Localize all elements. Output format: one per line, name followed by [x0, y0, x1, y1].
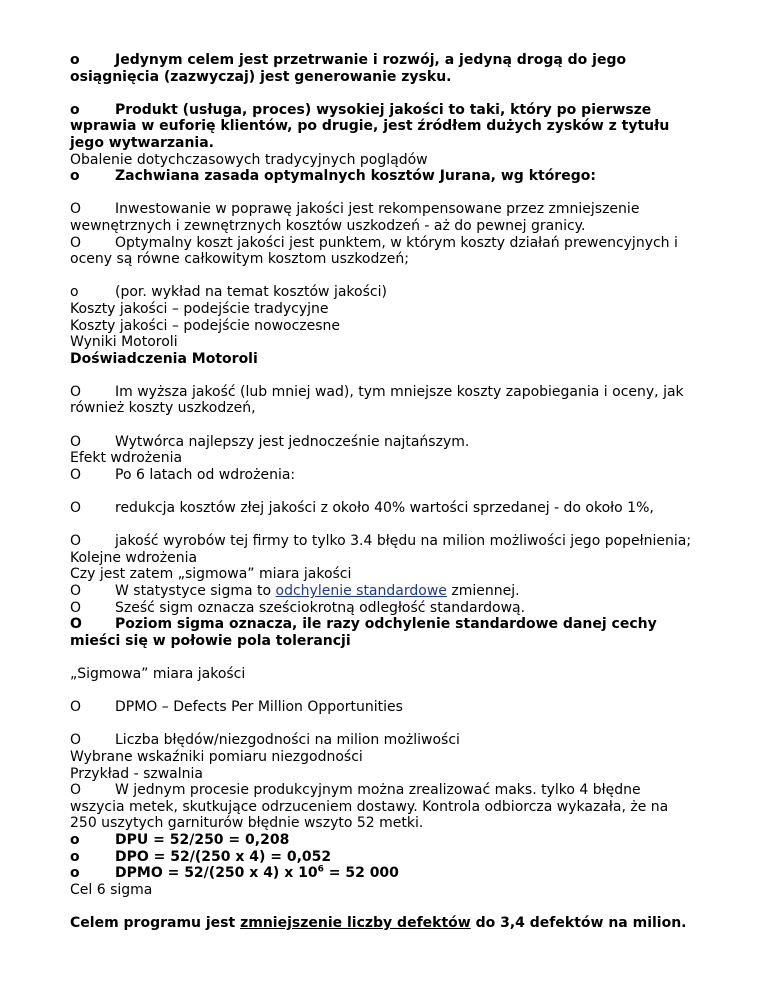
paragraph: O Sześć sigm oznacza sześciokrotną odległość standardową.	[70, 599, 526, 616]
bullet: O	[70, 599, 82, 616]
paragraph: O DPMO – Defects Per Million Opportunities	[70, 699, 403, 716]
paragraph-continuation: wszycia metek, skutkujące odrzuceniem dostawy. Kontrola odbiorcza wykazała, że na	[70, 798, 669, 815]
bullet: O	[70, 201, 82, 218]
bullet: O	[70, 732, 82, 749]
paragraph: O Liczba błędów/niezgodności na milion możliwości	[70, 732, 460, 749]
bullet: o	[70, 101, 80, 118]
paragraph: O jakość wyrobów tej firmy to tylko 3.4 błędu na milion możliwości jego popełnienia;	[70, 533, 692, 550]
bullet: O	[70, 500, 82, 517]
section-heading: Cel 6 sigma	[70, 881, 153, 898]
paragraph: o Jedynym celem jest przetrwanie i rozwój, a jedyną drogą do jego	[70, 52, 627, 68]
section-heading: Efekt wdrożenia	[70, 450, 183, 467]
document-page	[70, 52, 710, 931]
section-heading-bold: Doświadczenia Motoroli	[70, 350, 258, 367]
paragraph-continuation: również koszty uszkodzeń,	[70, 400, 256, 417]
paragraph-continuation: jego wytwarzania.	[70, 134, 214, 151]
paragraph: o (por. wykład na temat kosztów jakości)	[70, 284, 387, 301]
program-goal: Celem programu jest zmniejszenie liczby defektów do 3,4 defektów na milion.	[70, 914, 687, 931]
paragraph: O Poziom sigma oznacza, ile razy odchylenie standardowe danej cechy	[70, 616, 657, 633]
bullet: O	[70, 699, 82, 716]
paragraph-continuation: osiągnięcia (zazwyczaj) jest generowanie zysku.	[70, 68, 452, 85]
section-heading: Kolejne wdrożenia	[70, 549, 198, 566]
bullet: O	[70, 466, 82, 483]
bullet: O	[70, 616, 82, 633]
paragraph-continuation: oceny są równe całkowitym kosztom uszkodzeń;	[70, 251, 409, 268]
formula-dpmo: o DPMO = 52/(250 x 4) x $10^6 = 52$ 000	[70, 864, 399, 882]
bullet: O	[70, 433, 82, 450]
formula-dpu: o DPU = 52/250 = 0,208	[70, 831, 290, 848]
bullet: o	[70, 831, 80, 848]
paragraph: O Im wyższa jakość (lub mniej wad), tym mniejsze koszty zapobiegania i oceny, jak	[70, 383, 684, 400]
paragraph: O Wytwórca najlepszy jest jednocześnie najtańszym.	[70, 433, 470, 450]
section-heading: Koszty jakości – podejście tradycyjne	[70, 300, 329, 317]
bullet: O	[70, 782, 82, 799]
section-heading: Przykład - szwalnia	[70, 765, 203, 782]
paragraph-continuation: 250 uszytych garniturów błędnie wszyto 52 metki.	[70, 815, 424, 832]
section-heading: Czy jest zatem „sigmowa” miara jakości	[70, 566, 352, 583]
paragraph-continuation: mieści się w połowie pola tolerancji	[70, 632, 351, 649]
paragraph: o Zachwiana zasada optymalnych kosztów Jurana, wg którego:	[70, 168, 596, 185]
paragraph: O Optymalny koszt jakości jest punktem, w którym koszty działań prewencyjnych i	[70, 234, 678, 251]
section-heading: Wybrane wskaźniki pomiaru niezgodności	[70, 748, 363, 765]
section-heading: „Sigmowa” miara jakości	[70, 665, 246, 682]
paragraph-continuation: wewnętrznych i zewnętrznych kosztów uszkodzeń - aż do pewnej granicy.	[70, 217, 586, 234]
bullet: o	[70, 52, 80, 68]
bullet: o	[70, 168, 80, 185]
bullet: O	[70, 234, 82, 251]
section-heading: Wyniki Motoroli	[70, 334, 178, 351]
bullet: o	[70, 284, 79, 301]
paragraph: O W jednym procesie produkcyjnym można zrealizować maks. tylko 4 błędne	[70, 782, 641, 799]
paragraph: O Po 6 latach od wdrożenia:	[70, 466, 296, 483]
paragraph: O Inwestowanie w poprawę jakości jest rekompensowane przez zmniejszenie	[70, 201, 640, 218]
bullet: O	[70, 583, 82, 599]
paragraph-continuation: wprawia w euforię klientów, po drugie, jest źródłem dużych zysków z tytułu	[70, 118, 670, 135]
formula-dpo: o DPO = 52/(250 x 4) = 0,052	[70, 848, 332, 865]
bullet: o	[70, 848, 80, 865]
paragraph: O redukcja kosztów złej jakości z około 40% wartości sprzedanej - do około 1%,	[70, 500, 654, 517]
standard-deviation-link[interactable]: odchylenie standardowe	[275, 583, 447, 599]
paragraph: o Produkt (usługa, proces) wysokiej jakości to taki, który po pierwsze	[70, 101, 652, 118]
bullet: o	[70, 865, 80, 882]
section-heading: Koszty jakości – podejście nowoczesne	[70, 317, 341, 334]
paragraph: O W statystyce sigma to odchylenie standardowe zmiennej.	[70, 583, 520, 599]
bullet: O	[70, 383, 82, 400]
section-heading: Obalenie dotychczasowych tradycyjnych poglądów	[70, 151, 428, 168]
bullet: O	[70, 533, 82, 550]
